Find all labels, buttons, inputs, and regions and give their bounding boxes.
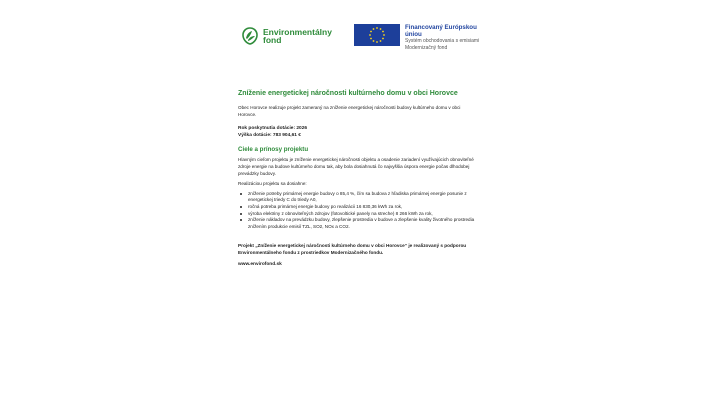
ef-line1: Environmentálny xyxy=(263,26,332,37)
eu-flag-icon xyxy=(354,24,400,46)
page-title: Zníženie energetickej náročnosti kultúrneho domu v obci Horovce xyxy=(238,90,458,97)
eu-funding-title: Financovaný Európskou úniou xyxy=(405,24,477,38)
list-item: ročná potreba primárnej energie budovy po realizácii 16 830,36 kWh za rok, xyxy=(248,204,483,211)
logo-header xyxy=(238,22,483,52)
grant-amount: Výška dotácie: 783 904,61 € xyxy=(238,132,301,138)
goal-paragraph: Hlavným cieľom projektu je zníženie energetickej náročnosti objektu a osadenie zariadení využívajúcich obnoviteľné zdroje energie na budove kultúrneho domu tak, aby bola dosiahnutá čo najvyššia úspora energie počas dlhodobej prevádzky budovy. xyxy=(238,157,474,176)
section-heading: Ciele a prínosy projektu xyxy=(238,146,309,154)
eu-funding-logo xyxy=(354,24,483,52)
ef-line2: fond xyxy=(263,35,282,45)
environmental-fund-emblem-icon xyxy=(240,26,260,46)
benefits-lead: Realizáciou projektu sa dosiahne: xyxy=(238,181,307,187)
environmental-fund-logo xyxy=(240,26,332,46)
website-link[interactable]: www.envirofond.sk xyxy=(238,261,282,267)
list-item: zníženie nákladov na prevádzku budovy, zlepšenie prostredia v budove a zlepšenie kvality životného prostredia znížením produkcie emisií TZL, SO2, NOx a CO2. xyxy=(248,217,483,230)
intro-paragraph: Obec Horovce realizuje projekt zameraný na zníženie energetickej náročnosti budovy kultúrneho domu v obci Horovce. xyxy=(238,105,461,117)
eu-funding-line3: Modernizačný fond xyxy=(405,45,448,51)
benefits-list xyxy=(238,191,483,231)
grant-year: Rok poskytnutia dotácie: 2026 xyxy=(238,126,308,132)
eu-funding-text xyxy=(405,24,483,52)
eu-funding-line2: Systém obchodovania s emisiami xyxy=(405,38,480,44)
list-item: zníženie potreby primárnej energie budovy o 85,4 %, čím sa budova z hľadiska primárnej energie posunie z energetickej triedy C do triedy A0, xyxy=(248,191,483,204)
document-page xyxy=(238,22,483,268)
funding-note: Projekt „Zníženie energetickej náročnosti kultúrneho domu v obci Horovce“ je realizovaný s podporou Environmentálneho fondu z prostriedkov Modernizačného fondu. xyxy=(238,243,467,255)
list-item: výroba elektriny z obnoviteľných zdrojov (fotovoltické panely na streche) 8 266 kWh za rok, xyxy=(248,211,483,218)
environmental-fund-wordmark xyxy=(263,28,332,45)
grant-facts xyxy=(238,126,483,139)
